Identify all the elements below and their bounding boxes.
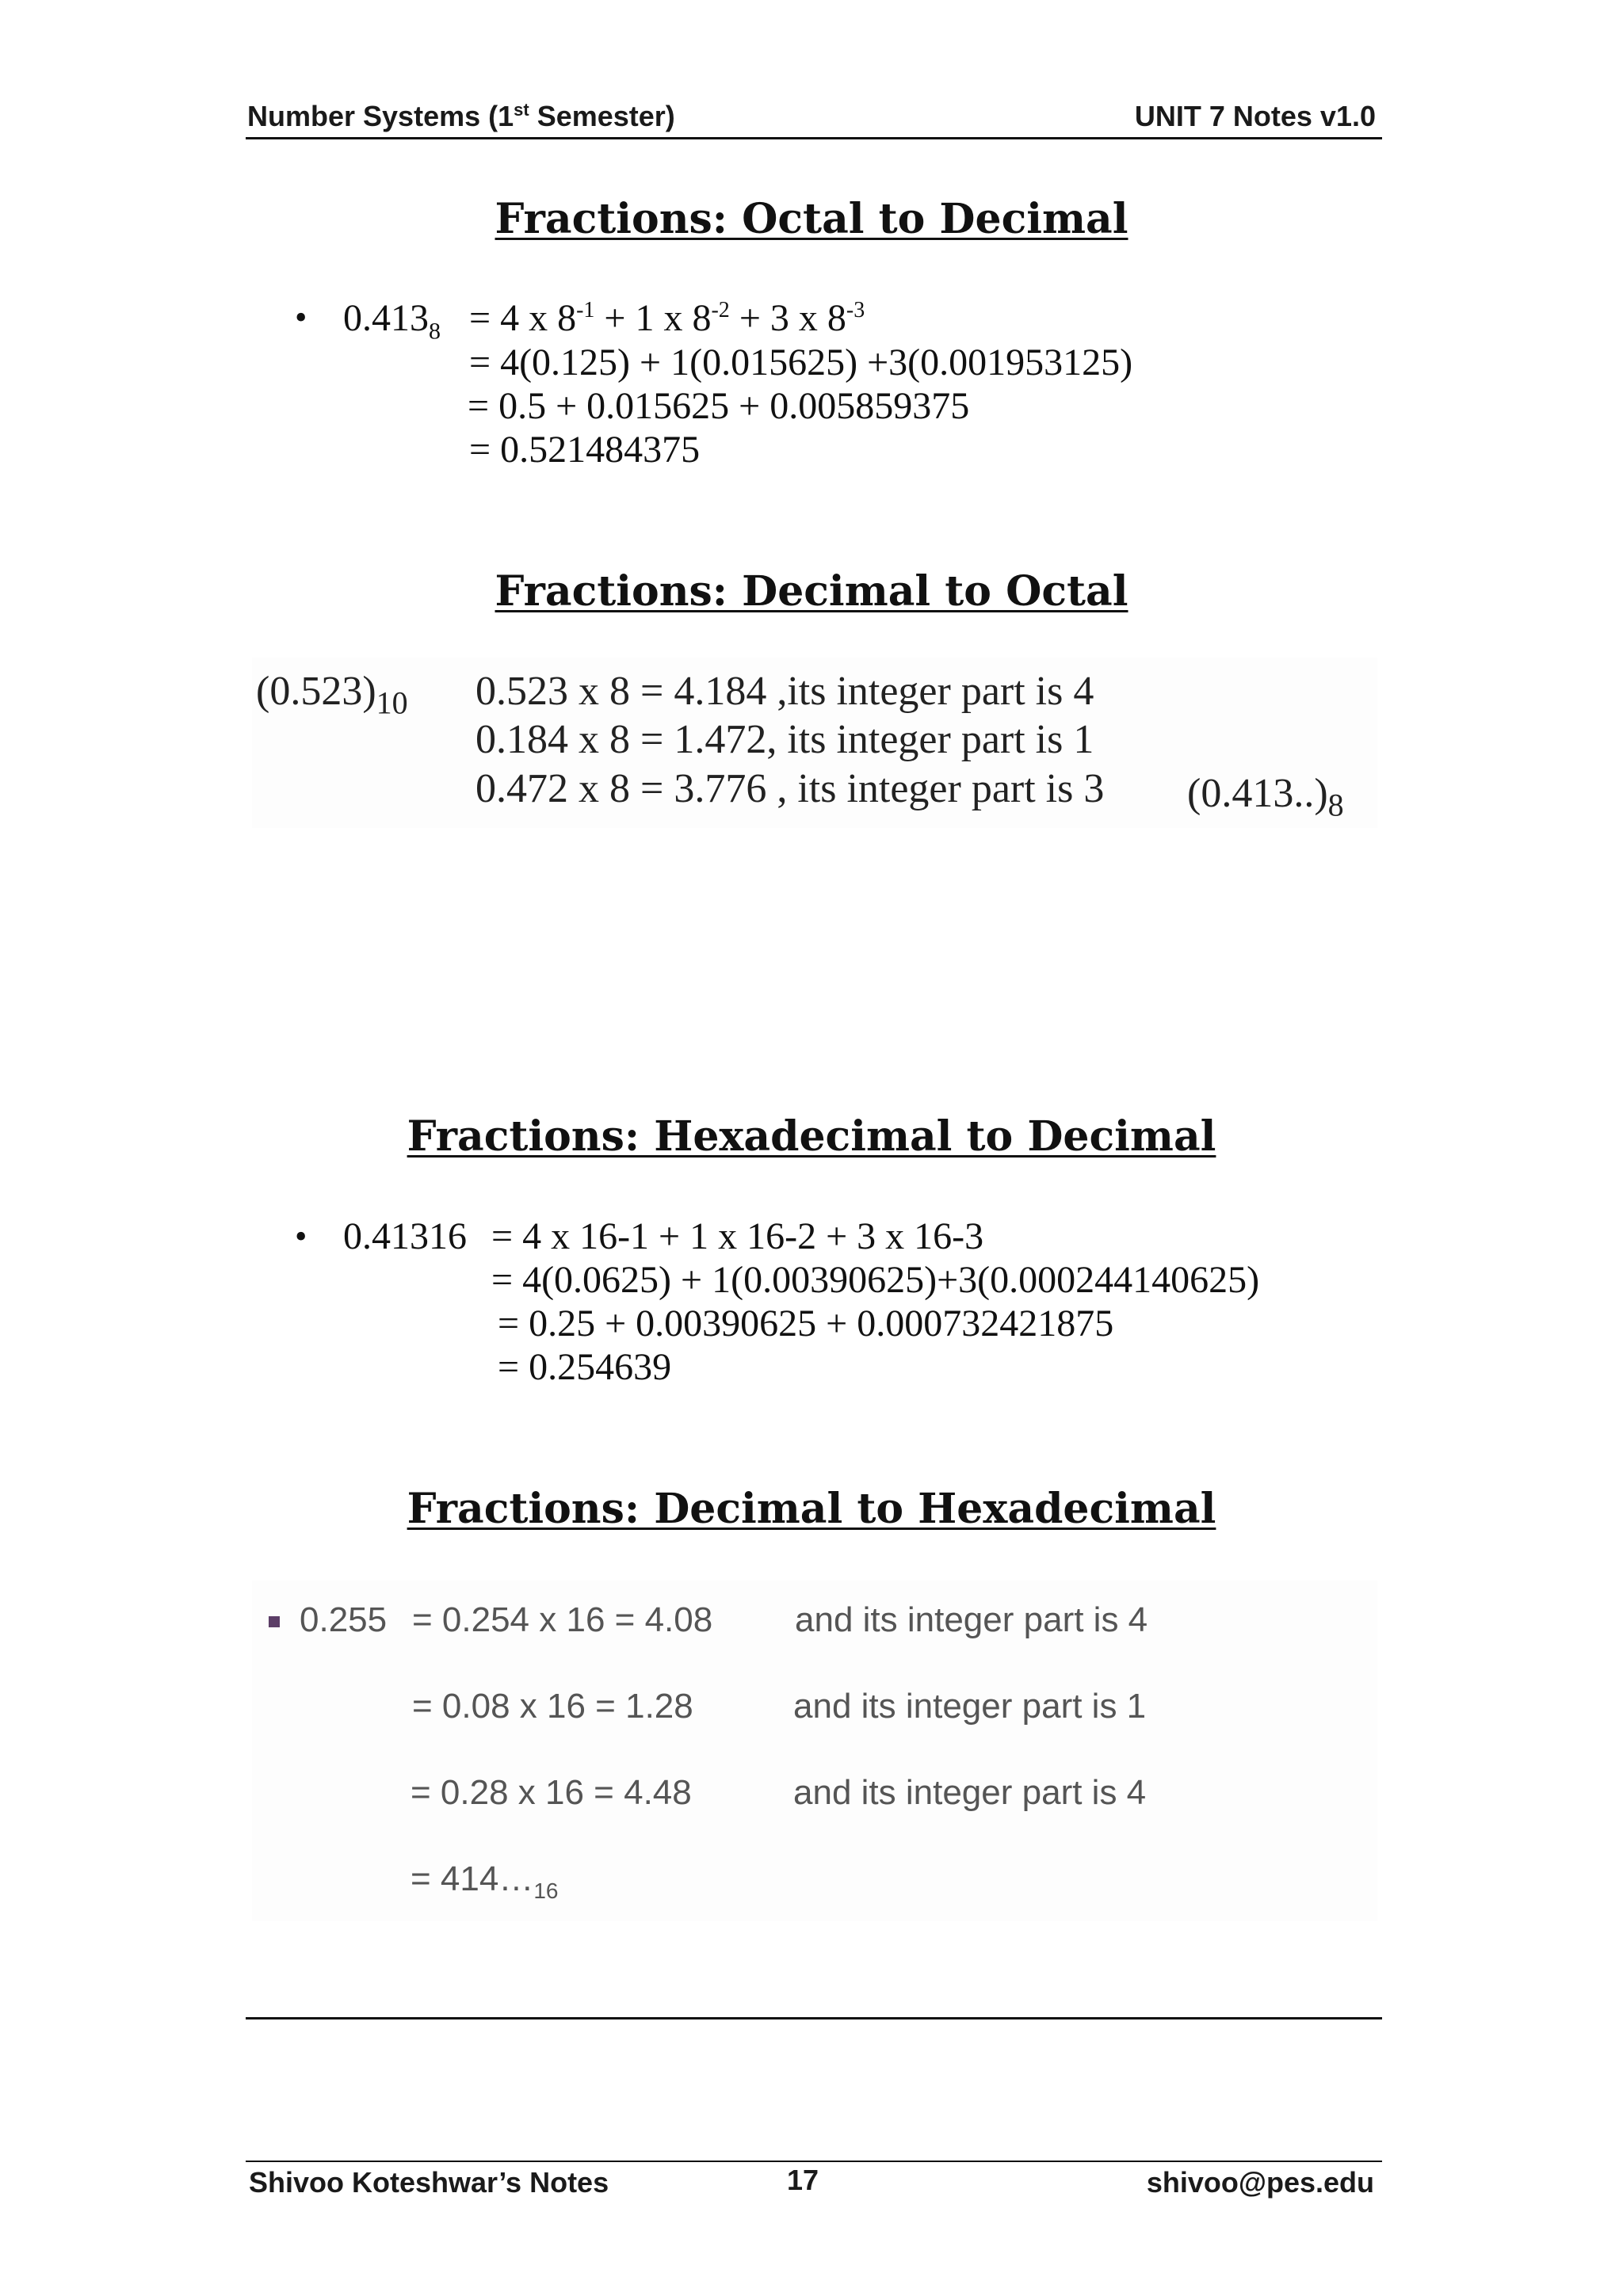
- hex-line-3: = 0.25 + 0.00390625 + 0.000732421875: [498, 1302, 1114, 1344]
- content-end-rule: [246, 2017, 1382, 2019]
- header-title: Number Systems (1: [247, 100, 514, 132]
- section-title-decimal-to-hex: Fractions: Decimal to Hexadecimal: [407, 1485, 1216, 1533]
- footer-right: shivoo@pes.edu: [1146, 2166, 1374, 2199]
- header-rule: [246, 137, 1382, 139]
- header-superscript: st: [514, 100, 529, 120]
- octal-line-2: = 4(0.125) + 1(0.015625) +3(0.001953125): [469, 341, 1133, 383]
- hex-conv-note-2: and its integer part is 1: [793, 1687, 1147, 1726]
- octal-line-1: [469, 296, 865, 340]
- hex-conv-result-value: = 414…: [411, 1859, 534, 1898]
- octal-line-4: = 0.521484375: [469, 429, 701, 471]
- exponent: -1: [576, 298, 595, 322]
- decimal-input-base: 10: [376, 685, 408, 721]
- hex-conv-lhs: 0.255: [300, 1600, 388, 1639]
- octal-lhs-value: 0.413: [343, 297, 429, 339]
- term: = 4 x 8: [469, 297, 577, 339]
- section-title-octal-to-decimal: Fractions: Octal to Decimal: [495, 195, 1128, 243]
- decimal-input-value: (0.523): [256, 669, 376, 714]
- hex-conv-eq-3: = 0.28 x 16 = 4.48: [411, 1773, 692, 1812]
- hex-conv-eq-1: = 0.254 x 16 = 4.08: [412, 1600, 713, 1639]
- octal-step-3: 0.472 x 8 = 3.776 , its integer part is 3: [475, 766, 1105, 811]
- header-right: UNIT 7 Notes v1.0: [1134, 100, 1376, 132]
- footer-left: Shivoo Koteshwar’s Notes: [249, 2166, 609, 2199]
- page-number: 17: [787, 2164, 819, 2196]
- hex-conv-result: [411, 1859, 559, 1904]
- hex-conv-note-1: and its integer part is 4: [795, 1600, 1148, 1639]
- bullet: •: [295, 1217, 307, 1256]
- hex-line-1: = 4 x 16-1 + 1 x 16-2 + 3 x 16-3: [491, 1215, 984, 1257]
- header-title-tail: Semester): [529, 100, 675, 132]
- exponent: -2: [711, 298, 730, 322]
- hex-line-2: = 4(0.0625) + 1(0.00390625)+3(0.000244140625): [491, 1259, 1260, 1301]
- octal-lhs-base: 8: [429, 318, 441, 345]
- octal-step-1: 0.523 x 8 = 4.184 ,its integer part is 4: [475, 669, 1094, 714]
- term: + 1 x 8: [594, 297, 712, 339]
- section-title-decimal-to-octal: Fractions: Decimal to Octal: [495, 567, 1128, 616]
- hex-conv-note-3: and its integer part is 4: [793, 1773, 1147, 1812]
- octal-step-2: 0.184 x 8 = 1.472, its integer part is 1: [475, 717, 1094, 762]
- section-title-hex-to-decimal: Fractions: Hexadecimal to Decimal: [407, 1112, 1216, 1161]
- footer-rule: [246, 2161, 1382, 2162]
- octal-result: [1187, 770, 1344, 823]
- hex-conv-eq-2: = 0.08 x 16 = 1.28: [412, 1687, 693, 1726]
- decimal-input: [256, 668, 408, 721]
- hex-lhs: 0.41316: [343, 1215, 467, 1257]
- octal-result-value: (0.413..): [1187, 771, 1328, 816]
- bullet: •: [295, 298, 307, 337]
- hex-line-4: = 0.254639: [498, 1346, 672, 1388]
- exponent: -3: [846, 298, 865, 322]
- term: + 3 x 8: [729, 297, 846, 339]
- bullet-square-icon: [269, 1616, 280, 1627]
- octal-result-base: 8: [1327, 787, 1344, 823]
- octal-lhs: [343, 296, 441, 345]
- octal-line-3: = 0.5 + 0.015625 + 0.005859375: [468, 385, 970, 427]
- hex-conv-result-base: 16: [533, 1878, 559, 1903]
- header-left: [247, 100, 675, 133]
